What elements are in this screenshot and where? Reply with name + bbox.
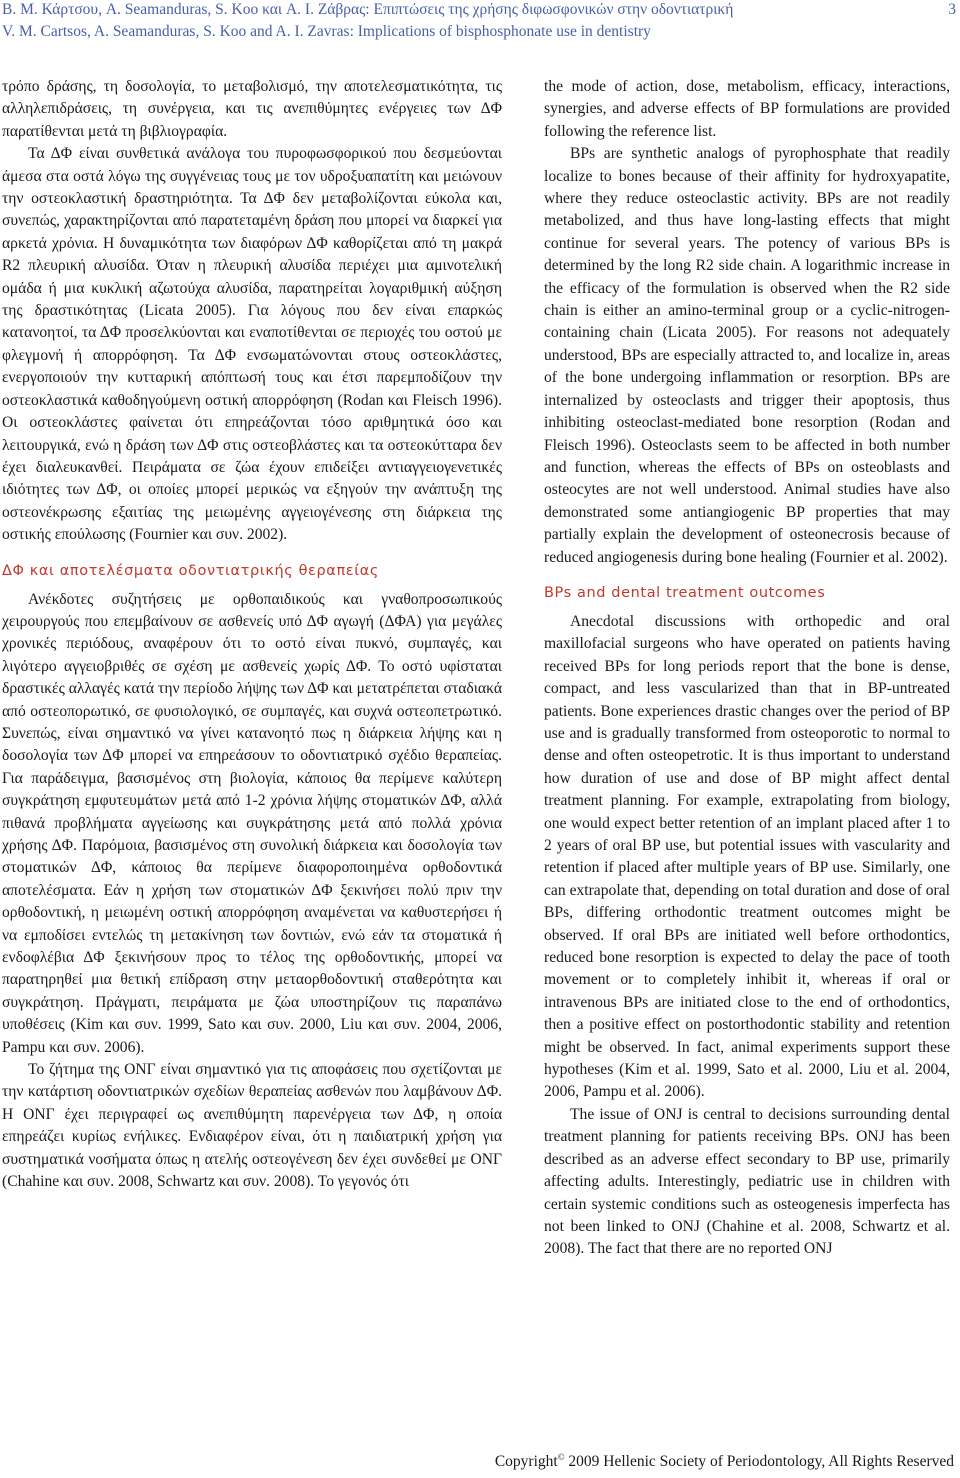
greek-paragraph-2: Τα ΔΦ είναι συνθετικά ανάλογα του πυροφωσφορικού που δεσμεύονται άμεσα στα οστά λόγω της συγγένειας τους με τον υδροξυαπατίτη και μειώνουν την οστεοκλαστική δραστηριότητα. Τα ΔΦ δεν μεταβολίζονται εύκολα και, συνεπώς, χαρακτηρίζονται από παρατεταμένη δράση που μπορεί να διαρκεί για αρκετά χρόνια. Η δυναμικότητα των διαφόρων ΔΦ καθορίζεται από τη μακρά R2 πλευρική αλυσίδα. Όταν η πλευρική αλυσίδα περιέχει μια αμινοτελική ομάδα ή μια κυκλική αζωτούχα αλυσίδα, παρατηρείται λογαριθμική αύξηση της δραστικότητας (Licata 2005). Για λόγους που δεν είναι επαρκώς κατανοητοί, τα ΔΦ προσελκύονται και εναποτίθενται σε περιοχές του οστού με φλεγμονή ή απορρόφηση. Τα ΔΦ ενσωματώνονται στους οστεοκλάστες, ενεργοποιούν την κυτταρική απόπτωσή τους και έτσι παρεμποδίζουν την οστεοκλαστικά καθοδηγούμενη οστική απορρόφηση (Rodan και Fleisch 1996). Οι οστεοκλάστες φαίνεται ότι επηρεάζονται τόσο αριθμητικά όσο και λειτουργικά, ενώ η δράση των ΔΦ στις οστεοβλάστες και τα οστεοκύτταρα δεν έχει διαλευκανθεί. Πειράματα σε ζώα έχουν επιδείξει αντιαγγειογενετικές ιδιότητες των ΔΦ, οι οποίες μπορεί μερικώς να εξηγούν την ανάπτυξη της οστεονέκρωσης εξαιτίας της μειωμένης αγγειογένεσης στη διάρκεια της οστικής επούλωσης (Fournier και συν. 2002). — [2, 145, 502, 544]
header-english-authors-title: V. M. Cartsos, A. Seamanduras, S. Koo and A. I. Zavras: Implications of bisphosphonate use in dentistry — [2, 23, 651, 40]
english-paragraph-4: The issue of ONJ is central to decisions surrounding dental treatment planning for patients receiving BPs. ONJ has been described as an adverse effect secondary to BP use, primarily affecting adults. Interestingly, pediatric use in children with certain systemic conditions such as osteogenesis imperfecta has not been linked to ONJ (Chahine et al. 2008, Schwartz et al. 2008). The fact that there are no reported ONJ — [544, 1105, 950, 1258]
running-header — [0, 0, 960, 48]
english-section-title: BPs and dental treatment outcomes — [544, 584, 826, 601]
header-greek-authors-title: B. M. Κάρτσου, A. Seamanduras, S. Koo και A. I. Ζάβρας: Επιπτώσεις της χρήσης διφωσφονικών στην οδοντιατρική — [2, 1, 734, 18]
copyright-label: Copyright — [494, 1453, 558, 1471]
english-paragraph-1: the mode of action, dose, metabolism, efficacy, interactions, synergies, and adverse effects of BP formulations are provided following the reference list. — [544, 78, 950, 140]
greek-paragraph-4: Το ζήτημα της ΟΝΓ είναι σημαντικό για τις αποφάσεις που σχετίζονται με την κατάρτιση οδοντιατρικών σχεδίων θεραπείας ασθενών που λαμβάνουν ΔΦ. Η ΟΝΓ έχει περιγραφεί ως ανεπιθύμητη παρενέργεια των ΔΦ, η οποία επηρεάζει κυρίως ενήλικες. Ενδιαφέρον είναι, ότι η παιδιατρική χρήση για συστηματικά νοσήματα όπως η ατελής οστεογένεση δεν έχει συνδεθεί με ΟΝΓ (Chahine και συν. 2008, Schwartz και συν. 2008). Το γεγονός ότι — [2, 1061, 502, 1191]
greek-paragraph-3: Ανέκδοτες συζητήσεις με ορθοπαιδικούς και γναθοπροσωπικούς χειρουργούς που επεμβαίνουν σε ασθενείς υπό ΔΦ αγωγή (ΔΦΑ) για μεγάλες χρονικές περιόδους, αναφέρουν ότι το οστό είναι πυκνό, συμπαγές, και λιγότερο αγγειοβριθές σε σχέση με ασθενείς χωρίς ΔΦ. Το οστό υφίσταται δραστικές αλλαγές κατά την περίοδο λήψης των ΔΦ και μετατρέπεται σταδιακά από οστεοπορωτικό, σε φυσιολογικό, σε συμπαγές, και συχνά οστεοπετρωτικό. Συνεπώς, είναι σημαντικό να γίνει κατανοητό πως η διάρκεια λήψης και η δοσολογία των ΔΦ μπορεί να επηρεάσουν το οδοντιατρικό σχέδιο θεραπείας. Για παράδειγμα, βασισμένος στη βιολογία, κάποιος θα περίμενε καλύτερη συγκράτηση εμφυτευμάτων μετά από 1-2 χρόνια λήψης στοματικών ΔΦ, αλλά πιθανά προβλήματα αγγείωσης και συγκράτησης μετά από πολλά χρόνια χρήσης ΔΦ. Παρόμοια, βασισμένος στη συνολική διάρκεια και δοσολογία των στοματικών ΔΦ, κάποιος θα περίμενε διαφοροποιημένα ορθοδοντικά αποτελέσματα. Εάν η χρήση των στοματικών ΔΦ ξεκινήσει πολύ πριν την ορθοδοντική, η μειωμένη οστική απορρόφηση αναμένεται να καθυστερήσει ή να εμποδίσει εντελώς τη μετακίνηση των δοντιών, ενώ εάν τα στοματικά ή ενδοφλέβια ΔΦ ξεκινήσουν προς το τέλος της ορθοδοντικής, μπορεί να παρατηρηθεί μια θετική επίδραση στην μεταορθοδοντική σταθερότητα και συγκράτηση. Πράγματι, πειράματα με ζώα υποστηρίζουν τις παραπάνω υποθέσεις (Kim και συν. 1999, Sato και συν. 2000, Liu και συν. 2004, 2006, Pampu και συν. 2006). — [2, 590, 502, 1056]
english-paragraph-2: BPs are synthetic analogs of pyrophosphate that readily localize to bones because of their affinity for hydroxyapatite, where they reduce osteoclastic activity. BPs are not readily metabolized, and thus have long-lasting effects that might continue for several years. The potency of various BPs is determined by the long R2 side chain. A logarithmic increase in the efficacy of the formulation is observed when the R2 side chain is either an amino-terminal group or a cyclic-nitrogen-containing chain (Licata 2005). For reasons not adequately understood, BPs are especially attracted to, and localize in, areas of the bone undergoing inflammation or resorption. BPs are internalized by osteoclasts and trigger their apoptosis, thus inhibiting osteoclast-mediated bone resorption (Rodan and Fleisch 1996). Osteoclasts seem to be affected in both number and function, whereas the effects of BPs on osteoblasts and osteocytes are not well understood. Animal studies have also demonstrated some antiangiogenic BP properties that may partially explain the development of osteonecrosis because of reduced angiogenesis during bone healing (Fournier et al. 2002). — [544, 145, 950, 566]
copyright-text: 2009 Hellenic Society of Periodontology, All Rights Reserved — [568, 1453, 954, 1471]
page-number: 3 — [948, 1, 956, 18]
english-column — [544, 76, 950, 1261]
copyright-symbol: © — [557, 1452, 565, 1462]
greek-paragraph-1: τρόπο δράσης, τη δοσολογία, το μεταβολισμό, την αποτελεσματικότητα, τις αλληλεπιδράσεις, τη συνέργεια, και τις ανεπιθύμητες ενέργειες των ΔΦ παρατίθενται μετά τη βιβλιογραφία. — [2, 78, 502, 140]
copyright-footer — [495, 1452, 954, 1471]
greek-column — [2, 76, 502, 1194]
english-paragraph-3: Anecdotal discussions with orthopedic and oral maxillofacial surgeons who have operated on patients having received BPs for long periods report that the bone is dense, compact, and less vascularized than that in BP-untreated patients. Bone experiences drastic changes over the period of BP use and is gradually transformed from osteoporotic to normal to dense and often osteopetrotic. It is thus important to understand how duration of use and dose of BP might affect dental treatment planning. For example, extrapolating from biology, one would expect better retention of an implant placed after 1 to 2 years of oral BP use, but potential issues with vascularity and retention if placed after multiple years of BP use. Similarly, one can extrapolate that, depending on total duration and dose of oral BPs, differing orthodontic treatment outcomes might be observed. If oral BPs are initiated well before orthodontics, reduced bone resorption is expected to delay the pace of tooth movement or to completely inhibit it, whereas if oral or intravenous BPs are initiated close to the end of orthodontics, then a positive effect on postorthodontic stability and retention might be observed. In fact, animal experiments support these hypotheses (Kim et al. 1999, Sato et al. 2000, Liu et al. 2004, 2006, Pampu et al. 2006). — [544, 612, 950, 1101]
greek-section-title: ΔΦ και αποτελέσματα οδοντιατρικής θεραπείας — [2, 562, 379, 579]
